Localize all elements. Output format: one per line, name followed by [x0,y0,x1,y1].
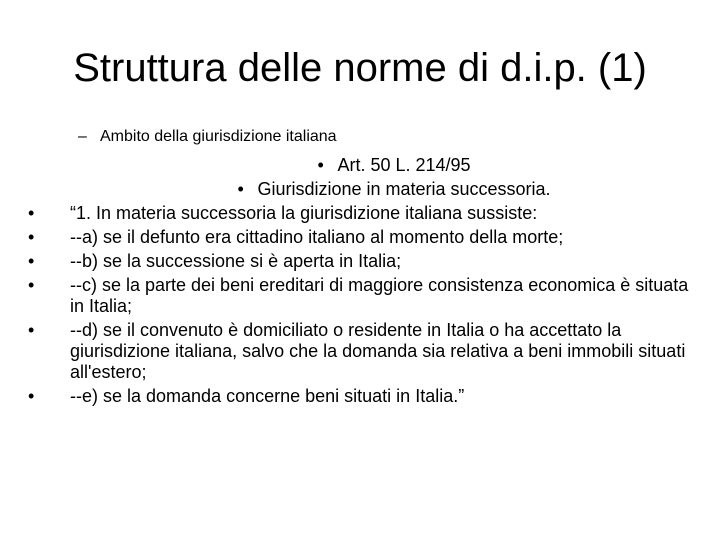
bullet-icon: • [28,386,35,406]
article-heading-text: Giurisdizione in materia successoria. [257,179,551,199]
bullet-icon: • [28,275,35,295]
list-item [28,386,693,407]
slide-title: Struttura delle norme di d.i.p. (1) [73,46,647,90]
bullet-icon: • [317,155,324,175]
bullet-icon: • [28,203,35,223]
article-text-list [28,203,693,410]
list-item [28,275,693,317]
article-heading [74,178,714,200]
subtitle-text: Ambito della giurisdizione italiana [100,128,337,145]
list-item [28,320,693,383]
list-item-text: --a) se il defunto era cittadino italiano al momento della morte; [70,227,564,247]
list-item-text: --e) se la domanda concerne beni situati in Italia.” [70,386,465,406]
subtitle-dash: – [78,128,87,145]
list-item-text: --c) se la parte dei beni ereditari di maggiore consistenza economica è situata in Italia; [70,275,689,316]
bullet-icon: • [28,320,35,340]
bullet-icon: • [237,179,244,199]
list-item-text: --d) se il convenuto è domiciliato o residente in Italia o ha accettato la giurisdizione italiana, salvo che la domanda sia relativa a beni immobili situati all'estero; [70,320,686,382]
list-item-text: “1. In materia successoria la giurisdizione italiana sussiste: [70,203,538,223]
list-item [28,203,693,224]
article-reference [74,154,714,176]
subtitle [78,127,337,147]
article-reference-text: Art. 50 L. 214/95 [337,155,471,175]
list-item [28,227,693,248]
list-item [28,251,693,272]
bullet-icon: • [28,251,35,271]
list-item-text: --b) se la successione si è aperta in Italia; [70,251,402,271]
bullet-icon: • [28,227,35,247]
